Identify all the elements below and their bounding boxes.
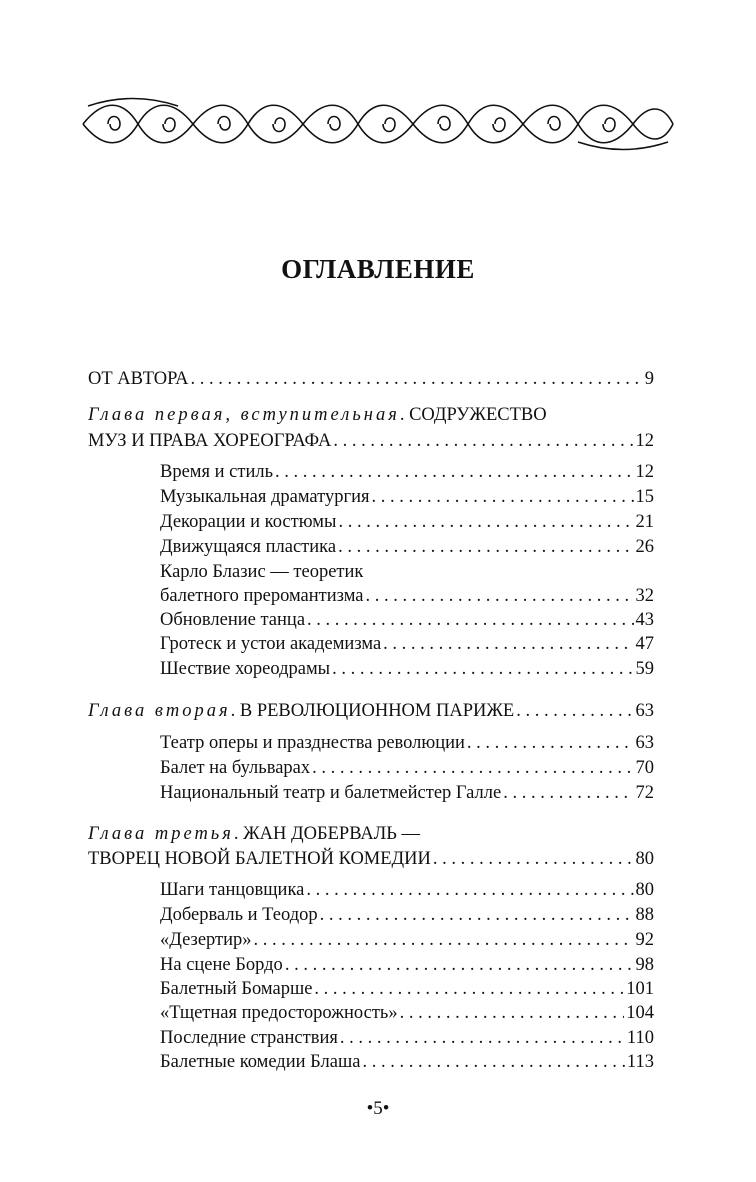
toc-item [160,583,654,609]
toc-item-page: 113 [626,1052,654,1072]
dot-leader [314,976,624,1002]
dot-leader [372,484,634,510]
dot-leader [307,607,633,633]
toc-item-label: Последние странствия [160,1028,338,1048]
toc-item-page: 21 [635,512,654,532]
toc-item-page: 47 [635,634,654,654]
toc-item-page: 101 [626,979,654,999]
toc-item-page: 110 [626,1028,654,1048]
toc-item-label: Балетные комедии Блаша [160,1052,361,1072]
dot-leader [340,1025,625,1051]
toc-item [160,1025,654,1051]
dot-leader [362,1049,624,1075]
chapter2-page: 63 [635,701,654,721]
chapter3-prefix: Глава третья [88,824,234,844]
toc-item [160,1049,654,1075]
toc-item-page: 104 [626,1003,654,1023]
toc-item [160,509,654,535]
toc-item [160,1000,654,1026]
toc-item [160,952,654,978]
toc-item-label: Театр оперы и празднества революции [160,733,465,753]
toc-item-page: 59 [635,659,654,679]
dot-leader [275,459,633,485]
toc-item [160,730,654,756]
toc-item-label: Декорации и костюмы [160,512,337,532]
toc-item [160,534,654,560]
chapter1-page: 12 [635,431,654,451]
chapter3-title-row [88,846,654,872]
chapter1-heading [88,402,547,428]
toc-item-label: Национальный театр и балетмейстер Галле [160,783,502,803]
toc-item-label: Гротеск и устои академизма [160,634,382,654]
chapter2-title: . В РЕВОЛЮЦИОННОМ ПАРИЖЕ [230,701,515,721]
chapter3-title-line2: ТВОРЕЦ НОВОЙ БАЛЕТНОЙ КОМЕДИИ [88,849,431,869]
toc-item-label: «Дезертир» [160,930,252,950]
toc-item-label: Шествие хореодрамы [160,659,331,679]
dot-leader [503,780,633,806]
toc-item-label: Обновление танца [160,610,306,630]
toc-entry-front [88,366,654,392]
dot-leader [433,846,634,872]
page-title: ОГЛАВЛЕНИЕ [281,254,475,284]
toc-item [160,631,654,657]
chapter3-page: 80 [635,849,654,869]
toc-entry-page: 9 [644,369,654,389]
toc-item [160,559,363,585]
toc-item-page: 88 [635,905,654,925]
toc-item [160,607,654,633]
toc-item [160,780,654,806]
toc-item-label: Доберваль и Теодор [160,905,318,925]
toc-entry-label: ОТ АВТОРА [88,369,189,389]
toc-item [160,755,654,781]
toc-item-page: 43 [635,610,654,630]
toc-item-page: 98 [635,955,654,975]
toc-item [160,459,654,485]
toc-item-label: Балет на бульварах [160,758,311,778]
toc-item-label: Движущаяся пластика [160,537,337,557]
toc-item-label: балетного преромантизма [160,586,364,606]
dot-leader [467,730,634,756]
toc-item-label: «Тщетная предосторожность» [160,1003,398,1023]
toc-item-label: Балетный Бомарше [160,979,313,999]
dot-leader [285,952,634,978]
dot-leader [400,1000,625,1026]
toc-item-label: Карло Блазис — теоретик [160,562,364,582]
chapter1-title-line1: . СОДРУЖЕСТВО [399,405,547,425]
dot-leader [366,583,634,609]
toc-item-page: 26 [635,537,654,557]
dot-leader [332,656,633,682]
chapter1-title-row [88,428,654,454]
chapter1-prefix: Глава первая, вступительная [88,405,400,425]
dot-leader [338,534,633,560]
dot-leader [516,698,633,724]
toc-item-page: 15 [635,487,654,507]
dot-leader [254,927,634,953]
toc-item-page: 72 [635,783,654,803]
toc-item-label: На сцене Бордо [160,955,283,975]
toc-item-label: Музыкальная драматургия [160,487,370,507]
toc-item [160,927,654,953]
chapter1-title-line2: МУЗ И ПРАВА ХОРЕОГРАФА [88,431,332,451]
toc-item-label: Время и стиль [160,462,274,482]
dot-leader [383,631,633,657]
dot-leader [190,366,642,392]
dot-leader [306,877,633,903]
chapter2-prefix: Глава вторая [88,701,231,721]
toc-item-page: 92 [635,930,654,950]
chapter3-title-line1: . ЖАН ДОБЕРВАЛЬ — [233,824,421,844]
toc-item-page: 63 [635,733,654,753]
toc-item-label: Шаги танцовщика [160,880,305,900]
toc-item-page: 12 [635,462,654,482]
toc-item-page: 32 [635,586,654,606]
dot-leader [320,902,634,928]
chapter2-heading [88,698,654,724]
dot-leader [338,509,633,535]
toc-item [160,877,654,903]
page-number: •5• [366,1098,390,1119]
toc-item [160,484,654,510]
toc-item-page: 70 [635,758,654,778]
dot-leader [312,755,633,781]
dot-leader [333,428,633,454]
chapter3-heading [88,821,420,847]
toc-item [160,976,654,1002]
toc-item [160,902,654,928]
toc-item-page: 80 [635,880,654,900]
toc-item [160,656,654,682]
